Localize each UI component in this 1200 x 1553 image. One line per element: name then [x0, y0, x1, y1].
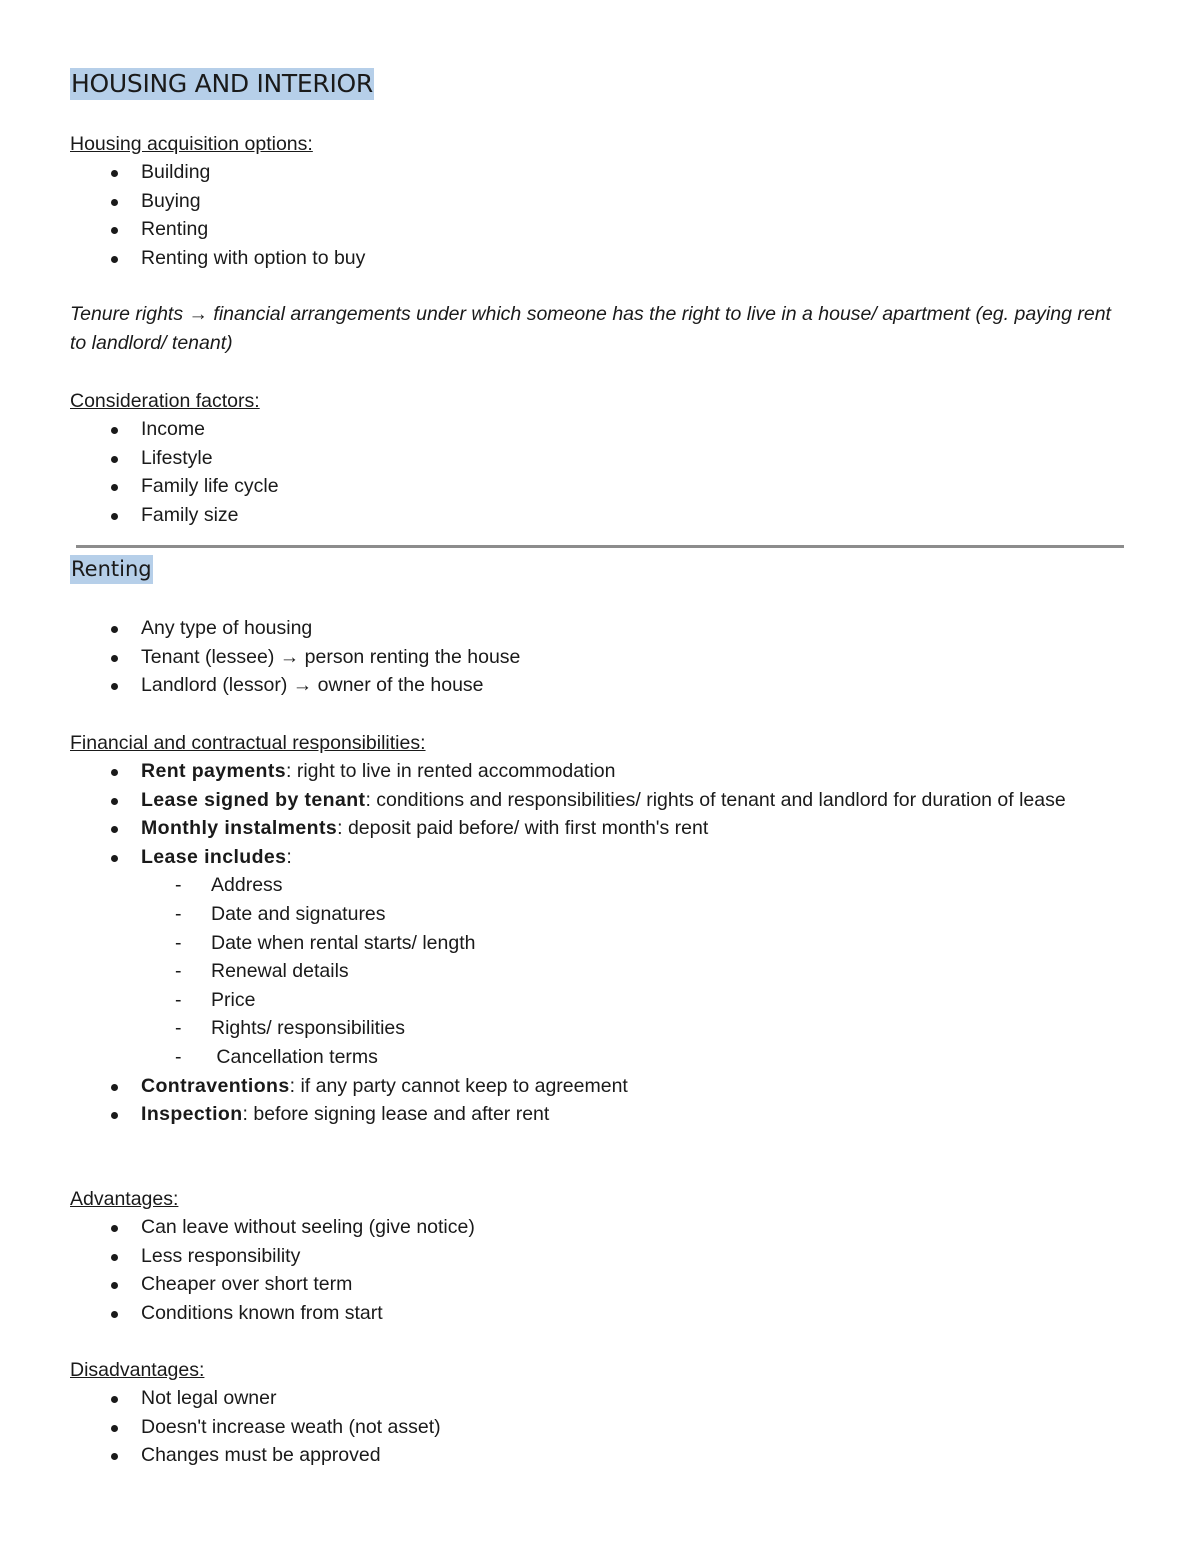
description: : right to live in rented accommodation — [286, 760, 616, 782]
sub-list-item: - Renewal details — [70, 957, 1110, 986]
acquisition-label: Housing acquisition options: — [70, 133, 313, 155]
term: Contraventions — [141, 1074, 290, 1097]
list-item: Renting with option to buy — [70, 244, 1130, 273]
sub-list-item: - Rights/ responsibilities — [70, 1014, 1110, 1043]
list-item — [70, 1100, 1110, 1129]
list-item: Family life cycle — [70, 472, 1130, 501]
list-item: Cheaper over short term — [70, 1270, 1130, 1299]
list-item: Building — [70, 158, 1130, 187]
sub-list-item: - Date and signatures — [70, 900, 1110, 929]
term: Lease signed by tenant — [141, 788, 366, 811]
list-item: Tenant (lessee) → person renting the house — [70, 643, 1130, 672]
renting-heading: Renting — [70, 555, 153, 584]
description: : deposit paid before/ with first month's rent — [337, 817, 709, 840]
list-item: Renting — [70, 215, 1130, 244]
term: Inspection — [141, 1103, 243, 1126]
list-item: Not legal owner — [70, 1384, 1130, 1413]
term: Monthly instalments — [141, 817, 338, 840]
list-item: Landlord (lessor) → owner of the house — [70, 671, 1130, 700]
tenure-rights-paragraph: Tenure rights → financial arrangements under which someone has the right to live in a house/ apartment (eg. paying rent to landlord/ tenant) — [70, 303, 1111, 354]
disadvantages-list — [70, 1384, 1130, 1470]
list-item: Income — [70, 415, 1130, 444]
term: Rent payments — [141, 760, 286, 782]
list-item: Lifestyle — [70, 444, 1130, 473]
responsibilities-list — [70, 757, 1110, 1129]
description: : if any party cannot keep to agreement — [289, 1074, 628, 1097]
factors-list — [70, 415, 1130, 529]
advantages-label: Advantages: — [70, 1188, 179, 1210]
responsibilities-label: Financial and contractual responsibilities: — [70, 732, 426, 754]
sub-list-item: - Cancellation terms — [70, 1043, 1110, 1072]
renting-list — [70, 614, 1130, 700]
list-item — [70, 1072, 1110, 1101]
description: : conditions and responsibilities/ rights of tenant and landlord for duration of lease — [365, 788, 1066, 811]
sub-list-item: - Price — [70, 986, 1110, 1015]
acquisition-list — [70, 158, 1130, 272]
list-item — [70, 814, 1110, 843]
factors-label: Consideration factors: — [70, 390, 260, 412]
list-item: Conditions known from start — [70, 1299, 1130, 1328]
list-item: Family size — [70, 501, 1130, 530]
term: Lease includes — [141, 845, 287, 868]
sub-list-item: - Date when rental starts/ length — [70, 929, 1110, 958]
list-item — [70, 786, 1110, 815]
horizontal-divider — [76, 545, 1124, 548]
advantages-list — [70, 1213, 1130, 1327]
list-item: Buying — [70, 187, 1130, 216]
description: : — [286, 845, 292, 868]
list-item: Any type of housing — [70, 614, 1130, 643]
list-item — [70, 843, 1110, 1072]
description: : before signing lease and after rent — [242, 1103, 550, 1126]
list-item: Can leave without seeling (give notice) — [70, 1213, 1130, 1242]
lease-includes-list — [70, 871, 1110, 1071]
list-item: Less responsibility — [70, 1242, 1130, 1271]
disadvantages-label: Disadvantages: — [70, 1359, 205, 1381]
document-title: HOUSING AND INTERIOR — [71, 69, 373, 98]
sub-list-item: - Address — [70, 871, 1110, 900]
list-item: Doesn't increase weath (not asset) — [70, 1413, 1130, 1442]
list-item — [70, 757, 1110, 786]
list-item: Changes must be approved — [70, 1441, 1130, 1470]
